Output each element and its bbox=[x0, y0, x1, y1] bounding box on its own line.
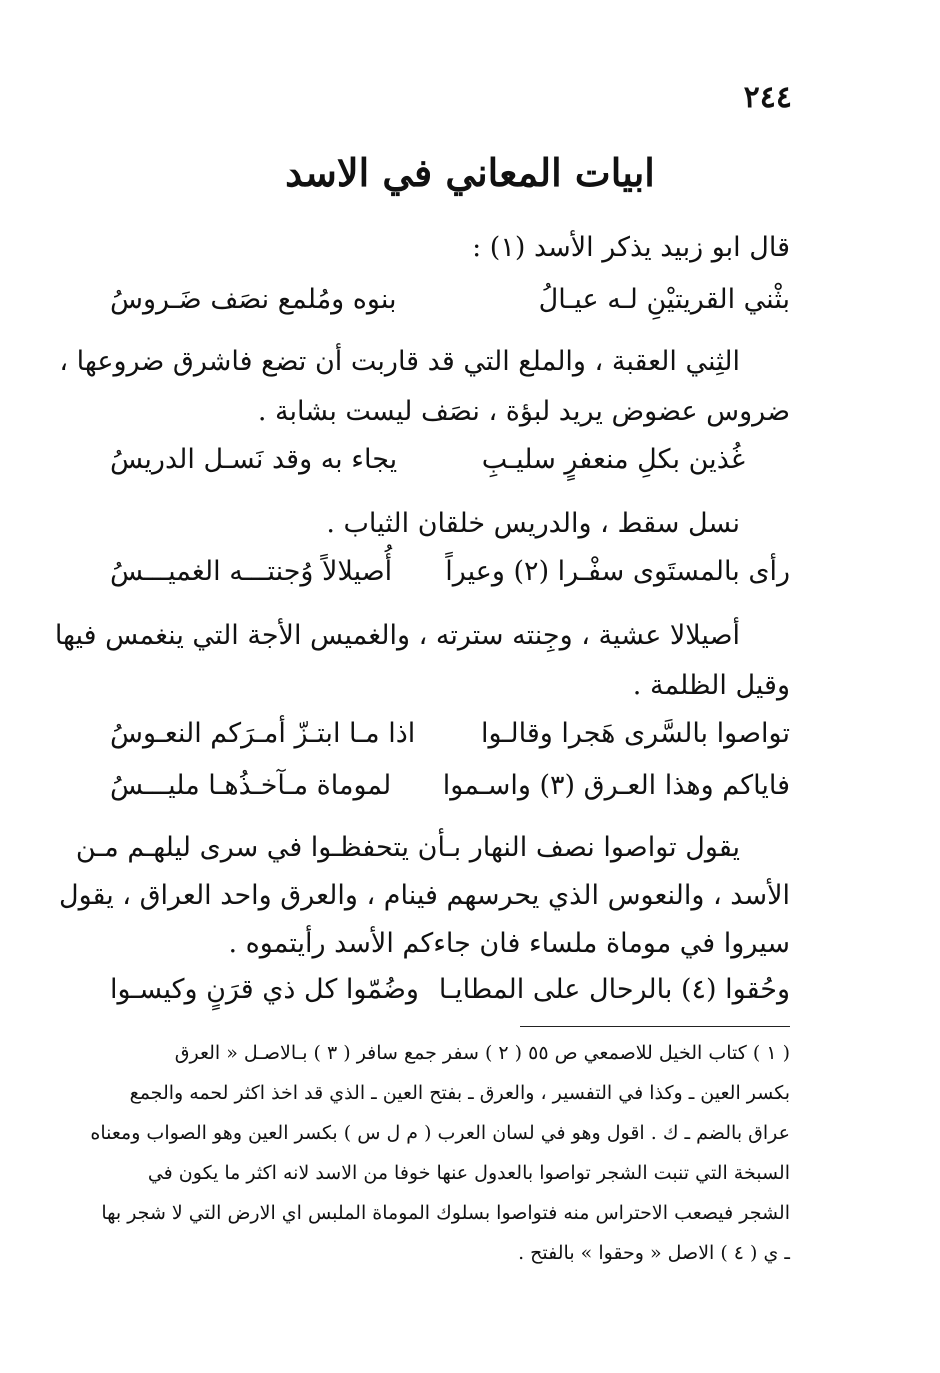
verse-5-second-hemistich: لموماة مـآخـذُهـا مليـــسُ bbox=[110, 770, 392, 801]
page-number: ٢٤٤ bbox=[743, 80, 792, 115]
explanation-4-line-2: الأسد ، والنعوس الذي يحرسهم فينام ، والعرق واحد العراق ، يقول bbox=[58, 880, 790, 911]
verse-5-first-hemistich: فاياكم وهذا العـرق (٣) واسـموا bbox=[442, 770, 790, 801]
verse-1 bbox=[110, 284, 790, 316]
verse-2 bbox=[110, 444, 745, 476]
explanation-3-line-2: وقيل الظلمة . bbox=[632, 670, 790, 701]
verse-2-second-hemistich: يجاء به وقد نَسـل الدريسُ bbox=[110, 444, 398, 475]
intro-line: قال ابو زبيد يذكر الأسد (١) : bbox=[472, 232, 790, 263]
footnote-line-4: السبخة التي تنبت الشجر تواصوا بالعدول عنها خوفا من الاسد لانه اكثر ما يكون في bbox=[147, 1162, 790, 1184]
verse-3-second-hemistich: أُصيلالاً وُجنتـــه الغميـــسُ bbox=[110, 556, 393, 587]
verse-3-first-hemistich: رأى بالمستَوى سفْـرا (٢) وعيراً bbox=[445, 556, 790, 587]
verse-6 bbox=[110, 974, 790, 1006]
verse-1-first-hemistich: بثْني القريتيْنِ لـه عيـالُ bbox=[538, 284, 790, 315]
verse-5 bbox=[110, 770, 790, 802]
explanation-1-line-2: ضروس عضوض يريد لبؤة ، نصَف ليست بشابة . bbox=[257, 396, 790, 427]
footnote-line-6: ـ ي ( ٤ ) الاصل « وحقوا » بالفتح . bbox=[518, 1242, 790, 1264]
explanation-4-line-1: يقول تواصوا نصف النهار بـأن يتحفظـوا في سرى ليلهـم مـن bbox=[75, 832, 740, 863]
footnote-divider bbox=[520, 1026, 790, 1027]
verse-4 bbox=[110, 718, 790, 750]
verse-6-second-hemistich: وضُمّوا كل ذي قرَنٍ وكيسـوا bbox=[110, 974, 419, 1005]
footnote-line-3: عراق بالضم ـ ك . اقول وهو في لسان العرب ( م ل س ) بكسر العين وهو الصواب ومعناه bbox=[90, 1122, 790, 1144]
explanation-1-line-1: الثِني العقبة ، والملع التي قد قاربت أن تضع فاشرق ضروعها ، bbox=[59, 346, 740, 377]
explanation-2: نسل سقط ، والدريس خلقان الثياب . bbox=[326, 508, 740, 539]
footnote-line-5: الشجر فيصعب الاحتراس منه فتواصوا بسلوك الموماة الملبس اي الارض التي لا شجر بها bbox=[101, 1202, 790, 1224]
verse-4-second-hemistich: اذا مـا ابتـزّ أمـرَكم النعـوسُ bbox=[110, 718, 416, 749]
footnote-line-2: بكسر العين ـ وكذا في التفسير ، والعرق ـ بفتح العين ـ الذي قد اخذ اكثر لحمه والجمع bbox=[129, 1082, 790, 1104]
verse-6-first-hemistich: وحُقوا (٤) بالرحال على المطايـا bbox=[438, 974, 790, 1005]
verse-1-second-hemistich: بنوه ومُلمع نصَف ضَـروسُ bbox=[110, 284, 397, 315]
footnote-line-1: ( ١ ) كتاب الخيل للاصمعي ص ٥٥ ( ٢ ) سفر جمع سافر ( ٣ ) بـالاصـل « العرق bbox=[174, 1042, 790, 1064]
verse-2-first-hemistich: غُذين بكلِ منعفرٍ سليـبِ bbox=[481, 444, 745, 475]
page-title: ابيات المعاني في الاسد bbox=[285, 150, 655, 195]
verse-3 bbox=[110, 556, 790, 588]
verse-4-first-hemistich: تواصوا بالسَّرى هَجرا وقالـوا bbox=[481, 718, 790, 749]
explanation-3-line-1: أصيلالا عشية ، وجِنته سترته ، والغميس الأجة التي ينغمس فيها bbox=[54, 620, 740, 651]
explanation-4-line-3: سيروا في موماة ملساء فان جاءكم الأسد رأيتموه . bbox=[228, 928, 790, 959]
